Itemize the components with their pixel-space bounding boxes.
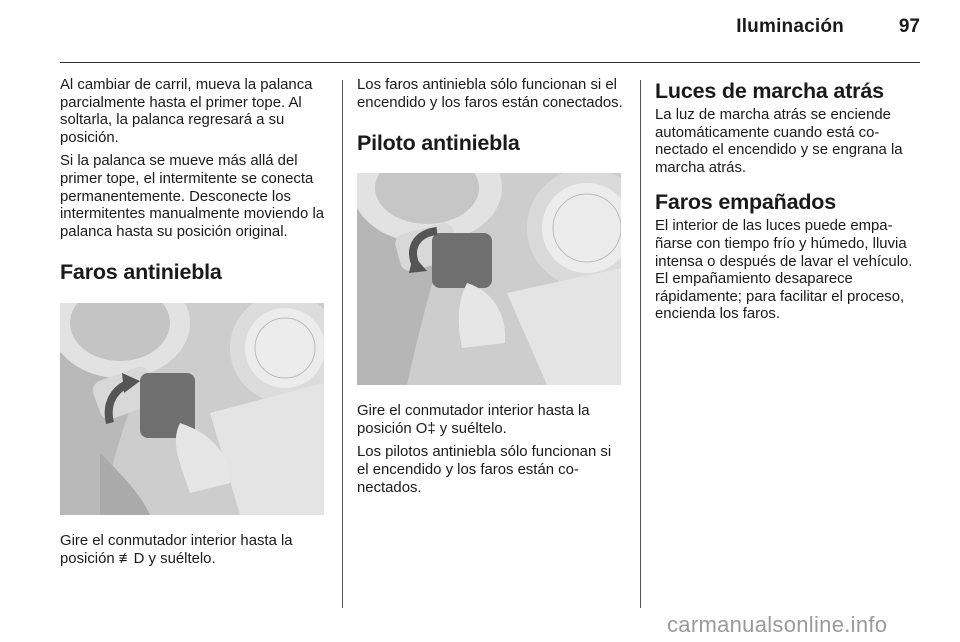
heading-misted-lights: Faros empañados (655, 190, 836, 215)
fog-light-switch-illustration (60, 303, 324, 515)
page-number: 97 (898, 16, 920, 37)
paragraph-reversing-lights: La luz de marcha atrás se enciende automáticamente cuando está conectado el encendido y se engrana la marcha atrás. (655, 107, 903, 176)
running-header-title: Iluminación (736, 16, 844, 37)
fog-light-switch-drawing (60, 303, 324, 515)
paragraph-fog-lights-condition: Los faros antiniebla sólo funcionan si el encendido y los faros están conectados. (357, 77, 623, 111)
watermark: carmanualsonline.info (667, 612, 888, 637)
paragraph-rear-fog-condition: Los pilotos antiniebla sólo funcionan si el encendido y los faros están conectados. (357, 444, 612, 496)
column-2 (357, 77, 623, 503)
header-rule (60, 62, 920, 63)
rear-fog-switch-drawing (357, 173, 621, 385)
heading-fog-lights: Faros antiniebla (60, 260, 222, 285)
heading-reversing-lights: Luces de marcha atrás (655, 79, 884, 103)
paragraph-lane-change: Al cambiar de carril, mueva la palanca parcialmente hasta el primer tope. Al soltarla, la palanca regresará a su posición. (60, 77, 313, 146)
paragraph-misted-lights: El interior de las luces puede empañarse con tiempo frío y húmedo, lluvia intensa o después de lavar el vehículo. El empañamiento desaparece rápidamente; para facilitar el proceso, encienda los faros. (655, 218, 913, 323)
column-3 (655, 77, 921, 330)
column-divider-right (640, 80, 641, 608)
column-divider-left (342, 80, 343, 608)
heading-rear-fog-light: Piloto antiniebla (357, 131, 520, 156)
caption-rear-fog-light: Gire el conmutador interior hasta la posición O‡ y suéltelo. (357, 403, 590, 437)
rear-fog-switch-illustration (357, 173, 621, 385)
paragraph-indicator-permanent: Si la palanca se mueve más allá del primer tope, el intermitente se conecta permanentemente. Desconecte los intermitentes manualmente moviendo la palanca hasta su posición original. (60, 153, 325, 240)
column-1 (60, 77, 326, 575)
caption-fog-lights: Gire el conmutador interior hasta la posición ≢D y suéltelo. (60, 533, 293, 567)
